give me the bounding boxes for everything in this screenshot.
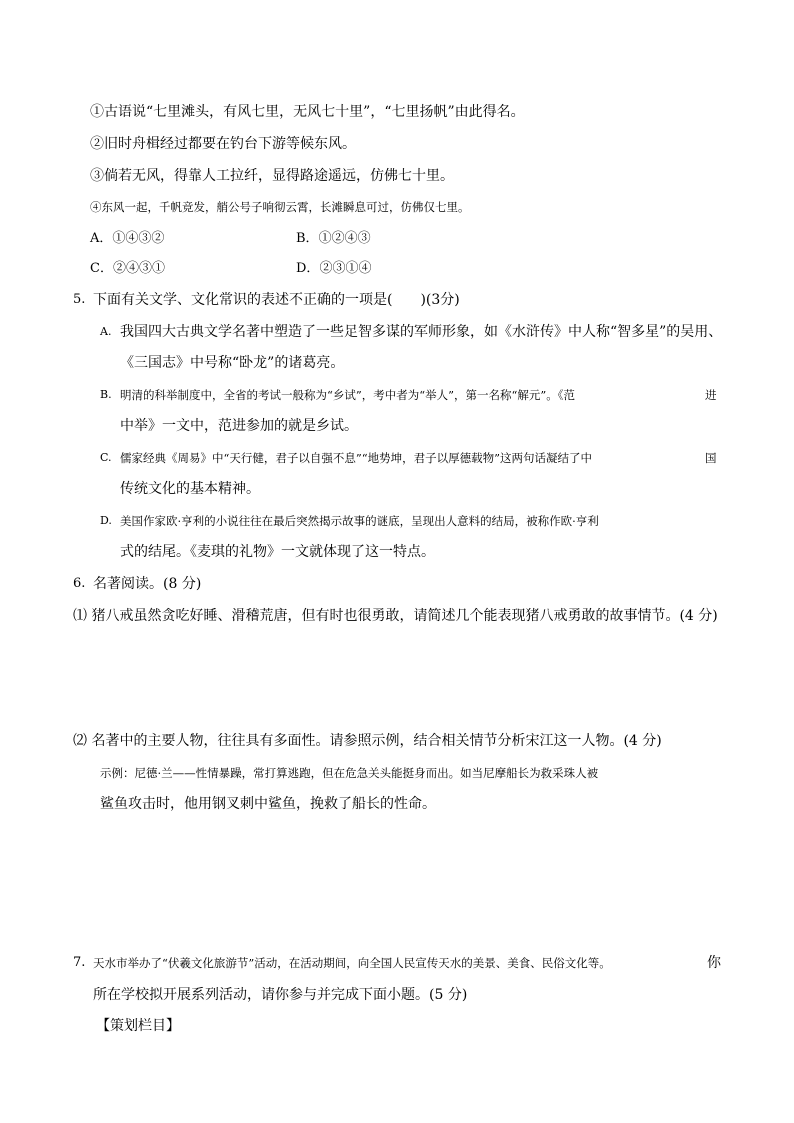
q7-line1-tail: 你 xyxy=(707,955,721,971)
q5-choice-d-line1: 美国作家欧·亨利的小说往往在最后突然揭示故事的谜底，呈现出人意料的结局，被称作欧·亨利 xyxy=(120,514,599,528)
q5-choice-a-letter: A. xyxy=(100,325,112,338)
q5-choice-c-line1-tail: 国 xyxy=(705,451,717,465)
q5-choice-c-line2: 传统文化的基本精神。 xyxy=(120,481,260,497)
option-letter: D． xyxy=(296,261,320,276)
q5-choice-a-line2: 《三国志》中号称“卧龙”的诸葛亮。 xyxy=(120,355,345,371)
option-letter: A． xyxy=(90,231,113,246)
q7-number: 7. xyxy=(73,955,86,970)
q5-choice-c-letter: C. xyxy=(100,451,112,464)
q5-choice-a-line1: 我国四大古典文学名著中塑造了一些足智多谋的军师形象，如《水浒传》中人称“智多星”的吴用、 xyxy=(120,324,723,340)
option-text: ①②④③ xyxy=(318,231,371,246)
q5-choice-b-line1-tail: 进 xyxy=(705,388,717,402)
q4-item-2: ②旧时舟楫经过都要在钓台下游等候东风。 xyxy=(90,136,356,152)
q5-choice-c-line1: 儒家经典《周易》中“天行健，君子以自强不息”“地势坤，君子以厚德载物”这两句话凝结了中 xyxy=(120,451,593,465)
q4-option-a[interactable] xyxy=(90,229,164,249)
q6-part-1: ⑴ 猪八戒虽然贪吃好睡、滑稽荒唐，但有时也很勇敢，请简述几个能表现猪八戒勇敢的故事情节。(4 分) xyxy=(73,608,718,624)
q6-example-line1: 示例：尼德·兰——性情暴躁，常打算逃跑，但在危急关头能挺身而出。如当尼摩船长为救采珠人被 xyxy=(100,766,599,780)
option-text: ②④③① xyxy=(112,261,165,276)
q5-choice-b-letter: B. xyxy=(100,388,112,401)
option-text: ②③①④ xyxy=(319,261,372,276)
q5-stem: 下面有关文学、文化常识的表述不正确的一项是( )(3分) xyxy=(93,292,460,308)
q4-item-1: ①古语说“七里滩头，有风七里，无风七十里”，“七里扬帆”由此得名。 xyxy=(90,104,525,120)
q4-option-d[interactable] xyxy=(296,259,371,279)
q5-choice-d-letter: D. xyxy=(100,514,112,527)
q7-section-heading: 【策划栏目】 xyxy=(96,1018,180,1034)
q6-number: 6. xyxy=(73,576,86,591)
q6-example-line2: 鲨鱼攻击时，他用钢叉刺中鲨鱼，挽救了船长的性命。 xyxy=(100,796,436,812)
q4-item-4: ④东风一起，千帆竞发，艄公号子响彻云霄，长滩瞬息可过，仿佛仅七里。 xyxy=(90,200,470,214)
q4-option-b[interactable] xyxy=(296,229,371,249)
q6-title: 名著阅读。(8 分) xyxy=(93,576,202,592)
option-letter: C． xyxy=(90,261,113,276)
q5-number: 5. xyxy=(73,292,86,307)
q5-choice-b-line2: 中举》一文中，范进参加的就是乡试。 xyxy=(120,418,358,434)
q6-part-2: ⑵ 名著中的主要人物，往往具有多面性。请参照示例，结合相关情节分析宋江这一人物。(4 分) xyxy=(73,733,662,749)
q5-choice-b-line1: 明清的科举制度中，全省的考试一般称为“乡试”，考中者为“举人”，第一名称“解元”。《范 xyxy=(120,388,576,402)
q4-item-3: ③倘若无风，得靠人工拉纤，显得路途遥远，仿佛七十里。 xyxy=(90,168,454,184)
option-letter: B． xyxy=(296,231,319,246)
q7-line1: 天水市举办了“伏羲文化旅游节”活动，在活动期间，向全国人民宣传天水的美景、美食、民俗文化等。 xyxy=(93,956,611,970)
option-text: ①④③② xyxy=(112,231,165,246)
q4-option-c[interactable] xyxy=(90,259,165,279)
q7-line2: 所在学校拟开展系列活动，请你参与并完成下面小题。(5 分) xyxy=(93,987,468,1003)
q5-choice-d-line2: 式的结尾。《麦琪的礼物》一文就体现了这一特点。 xyxy=(120,544,435,560)
